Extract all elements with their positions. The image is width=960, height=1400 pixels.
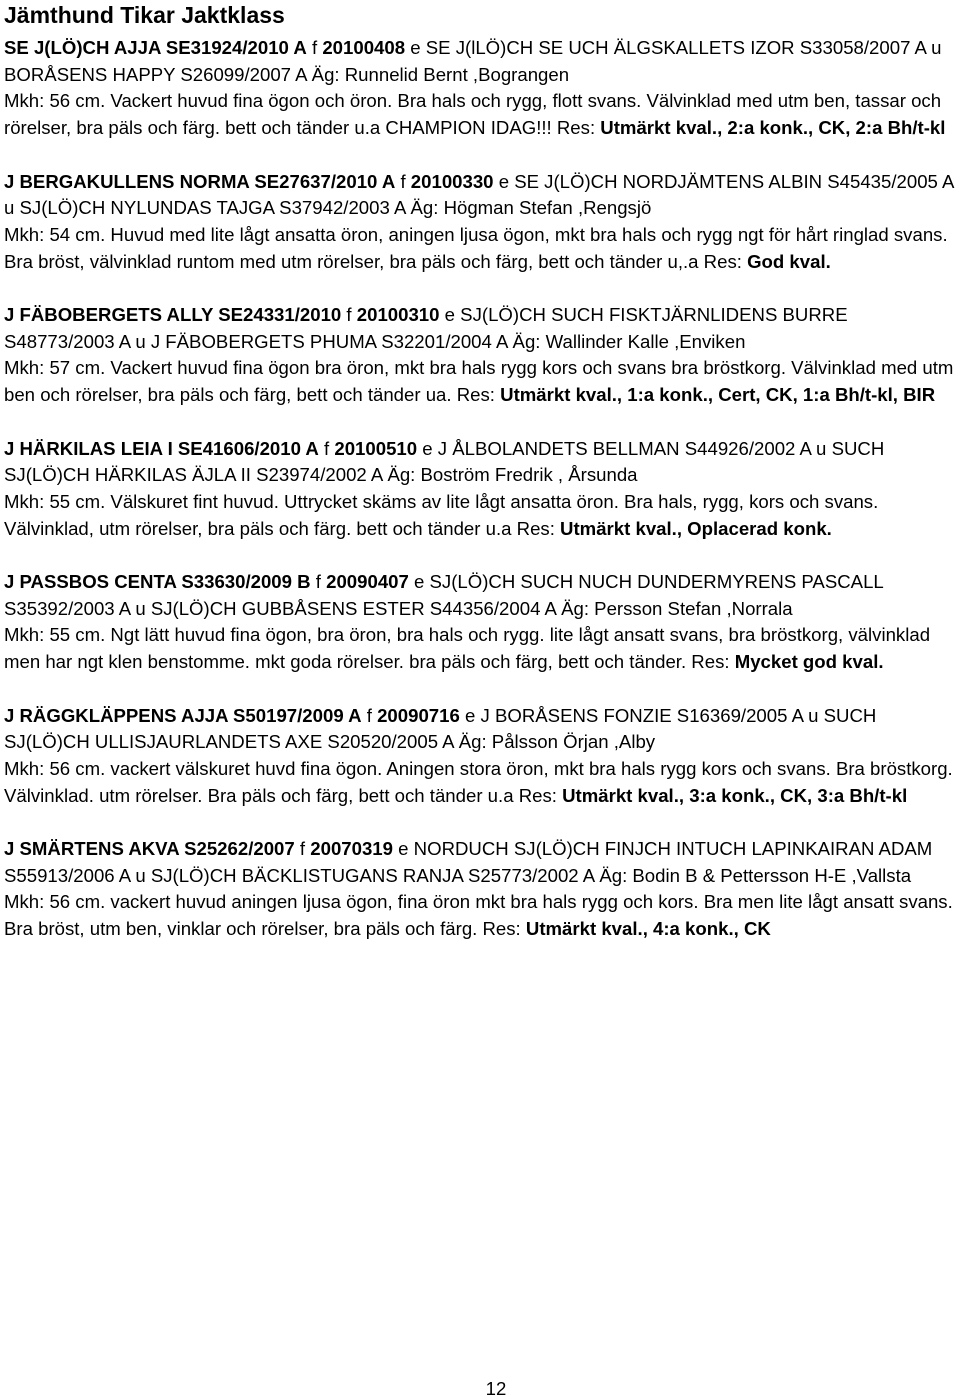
entry-critique xyxy=(4,355,956,408)
dog-name: J BERGAKULLENS NORMA SE27637/2010 A xyxy=(4,170,396,192)
entry-critique xyxy=(4,756,956,809)
entry-critique xyxy=(4,889,956,942)
dog-birthdate: 20100510 xyxy=(334,437,418,459)
dog-name: J PASSBOS CENTA S33630/2009 B xyxy=(4,571,311,592)
entry-critique xyxy=(4,489,956,542)
dog-parents-owner: e NORDUCH SJ(LÖ)CH FINJCH INTUCH LAPINKAIRAN ADAM S55913/2006 A u SJ(LÖ)CH BÄCKLISTUGANS RANJA S25773/2002 A Äg: Bodin B & Pettersson H-E ,Vallsta xyxy=(4,838,933,886)
result-text: Utmärkt kval., 1:a konk., Cert, CK, 1:a Bh/t-kl, BIR xyxy=(500,384,936,406)
entry-pedigree xyxy=(4,836,956,889)
critique-text: Mkh: 55 cm. Välskuret fint huvud. Uttrycket skäms av lite lågt ansatta öron. Bra hals, rygg, kors och svans. Välvinklad, utm rörelser, bra päls och färg. bett och tänder u.a Res: xyxy=(4,490,879,539)
entry-pedigree xyxy=(4,302,956,355)
dog-parents-owner: e SE J(lLÖ)CH SE UCH ÄLGSKALLETS IZOR S33058/2007 A u BORÅSENS HAPPY S26099/2007 A Äg: Runnelid Bernt ,Bograngen xyxy=(4,37,942,85)
dog-birthdate: 20090407 xyxy=(326,571,409,592)
result-text: God kval. xyxy=(747,250,831,272)
dog-parents-owner: e J ÅLBOLANDETS BELLMAN S44926/2002 A u SUCH SJ(LÖ)CH HÄRKILAS ÄJLA II S23974/2002 A Äg: Boström Fredrik , Årsunda xyxy=(4,437,885,486)
dog-sex: f xyxy=(324,437,330,459)
dog-sex: f xyxy=(299,838,306,859)
dog-entry xyxy=(4,703,956,810)
dog-birthdate: 20070319 xyxy=(310,838,393,859)
dog-birthdate: 20090716 xyxy=(377,704,460,726)
dog-sex: f xyxy=(315,571,321,592)
critique-text: Mkh: 56 cm. vackert välskuret huvd fina ögon. Aningen stora öron, mkt bra hals rygg kors och svans. Bra bröstkorg. Välvinklad. utm rörelser. Bra päls och färg, bett och tänder u.a Res: xyxy=(4,757,953,806)
page-number: 12 xyxy=(485,1378,507,1399)
critique-text: Mkh: 57 cm. Vackert huvud fina ögon bra öron, mkt bra hals rygg kors och svans bra bröstkorg. Välvinklad med utm ben och rörelser, bra päls och färg, bett och tänder ua. Res: xyxy=(4,357,954,406)
critique-text: Mkh: 56 cm. vackert huvud aningen ljusa ögon, fina öron mkt bra hals rygg och kors. Bra men lite lågt ansatt svans. Bra bröst, utm ben, vinklar och rörelser, bra päls och färg. Res: xyxy=(4,891,953,940)
dog-name: J FÄBOBERGETS ALLY SE24331/2010 xyxy=(4,304,342,325)
class-title: Jämthund Tikar Jaktklass xyxy=(4,2,285,28)
dog-entry xyxy=(4,302,956,409)
entry-pedigree xyxy=(4,169,956,222)
dog-entry xyxy=(4,35,956,142)
dog-sex: f xyxy=(346,304,352,325)
result-text: Utmärkt kval., Oplacerad konk. xyxy=(560,517,832,539)
critique-text: Mkh: 54 cm. Huvud med lite lågt ansatta öron, aningen ljusa ögon, mkt bra hals och rygg ngt för hårt ringlad svans. Bra bröst, välvinklad runtom med utm rörelser, bra päls och färg, bett och tänder u,.a Res: xyxy=(4,223,948,272)
dog-parents-owner: e SJ(LÖ)CH SUCH FISKTJÄRNLIDENS BURRE S48773/2003 A u J FÄBOBERGETS PHUMA S32201/2004 A Äg: Wallinder Kalle ,Enviken xyxy=(4,304,848,352)
dog-name: J SMÄRTENS AKVA S25262/2007 xyxy=(4,838,295,859)
entry-pedigree xyxy=(4,569,956,622)
dog-parents-owner: e J BORÅSENS FONZIE S16369/2005 A u SUCH SJ(LÖ)CH ULLISJAURLANDETS AXE S20520/2005 A Äg: Pålsson Örjan ,Alby xyxy=(4,704,877,753)
entry-pedigree xyxy=(4,35,956,88)
dog-name: J RÄGGKLÄPPENS AJJA S50197/2009 A xyxy=(4,704,362,726)
dog-name: J HÄRKILAS LEIA I SE41606/2010 A xyxy=(4,437,319,459)
result-text: Utmärkt kval., 2:a konk., CK, 2:a Bh/t-kl xyxy=(600,117,946,139)
dog-sex: f xyxy=(311,37,318,58)
dog-parents-owner: e SJ(LÖ)CH SUCH NUCH DUNDERMYRENS PASCALL S35392/2003 A u SJ(LÖ)CH GUBBÅSENS ESTER S44356/2004 A Äg: Persson Stefan ,Norrala xyxy=(4,571,884,619)
dog-sex: f xyxy=(400,170,406,192)
dog-name: SE J(LÖ)CH AJJA SE31924/2010 A xyxy=(4,37,307,58)
entries-list xyxy=(4,35,956,970)
result-text: Utmärkt kval., 3:a konk., CK, 3:a Bh/t-kl xyxy=(562,784,908,806)
dog-birthdate: 20100310 xyxy=(356,304,440,325)
dog-entry xyxy=(4,436,956,543)
dog-entry xyxy=(4,569,956,676)
entry-pedigree xyxy=(4,436,956,489)
dog-sex: f xyxy=(366,704,372,726)
critique-text: Mkh: 55 cm. Ngt lätt huvud fina ögon, bra öron, bra hals och rygg. lite lågt ansatt svans, bra bröstkorg, välvinklad men har ngt klen benstomme. mkt goda rörelser. bra päls och färg, bett och tänder. Res: xyxy=(4,624,931,673)
result-text: Utmärkt kval., 4:a konk., CK xyxy=(525,918,771,940)
dog-entry xyxy=(4,169,956,276)
entry-critique xyxy=(4,222,956,275)
result-text: Mycket god kval. xyxy=(734,651,884,673)
dog-entry xyxy=(4,836,956,943)
entry-pedigree xyxy=(4,703,956,756)
dog-birthdate: 20100330 xyxy=(410,170,494,192)
critique-text: Mkh: 56 cm. Vackert huvud fina ögon och öron. Bra hals och rygg, flott svans. Välvinklad med utm ben, tassar och rörelser, bra päls och färg. bett och tänder u.a CHAMPION IDAG!!! Res: xyxy=(4,90,942,139)
entry-critique xyxy=(4,622,956,675)
entry-critique xyxy=(4,88,956,141)
dog-parents-owner: e SE J(LÖ)CH NORDJÄMTENS ALBIN S45435/2005 A u SJ(LÖ)CH NYLUNDAS TAJGA S37942/2003 A Äg: Högman Stefan ,Rengsjö xyxy=(4,170,954,219)
dog-birthdate: 20100408 xyxy=(322,37,406,58)
